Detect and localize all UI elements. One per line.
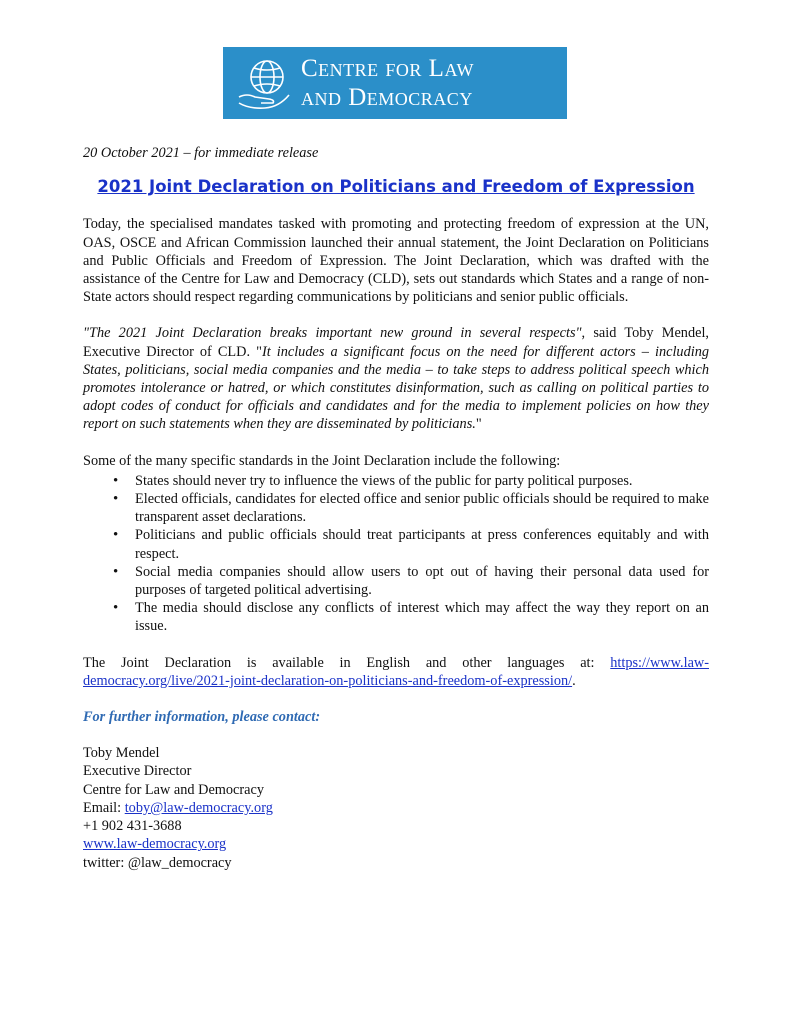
release-title: 2021 Joint Declaration on Politicians and Freedom of Expression xyxy=(97,177,695,197)
list-item: • States should never try to influence the views of the public for party political purposes. xyxy=(135,472,709,490)
list-item: • The media should disclose any conflicts of interest which may affect the way they report on an issue. xyxy=(135,599,709,635)
contact-role: Executive Director xyxy=(83,763,192,780)
quote-attribution: , said Toby Mendel, Executive Director of CLD. " xyxy=(83,325,709,360)
quote-body: It includes a significant focus on the need for different actors – including States, politicians, social media companies and the media – to take steps to address political speech which promotes intolerance or hatred, or which constitutes disinformation, such as calling on political parties to adopt codes of conduct for officials and candidates and for the media to implement policies on how they report on such statements when they are disseminated by politicians. xyxy=(83,343,709,433)
email-link[interactable]: toby@law-democracy.org xyxy=(124,799,273,816)
email-label: Email: xyxy=(83,799,125,816)
logo-wordmark xyxy=(301,56,474,110)
list-item: • Elected officials, candidates for elected office and senior public officials should be required to make transparent asset declarations. xyxy=(135,490,709,526)
list-item: • Politicians and public officials should treat participants at press conferences equitably and with respect. xyxy=(135,526,709,562)
declaration-link[interactable]: https://www.law-democracy.org/live/2021-joint-declaration-on-politicians-and-freedom-of-expression/ xyxy=(83,654,709,689)
paragraph-quote xyxy=(83,324,709,433)
standards-list xyxy=(83,472,709,636)
logo-line-2: and Democracy xyxy=(301,84,473,111)
list-item: • Social media companies should allow users to opt out of having their personal data used for purposes of targeted political advertising. xyxy=(135,563,709,599)
availability-end: . xyxy=(572,672,576,689)
standards-intro: Some of the many specific standards in the Joint Declaration include the following: xyxy=(83,452,561,469)
contact-twitter: twitter: @law_democracy xyxy=(83,854,232,871)
contact-block xyxy=(83,744,709,871)
contact-name: Toby Mendel xyxy=(83,745,160,762)
dateline: 20 October 2021 – for immediate release xyxy=(83,145,319,161)
website-link[interactable]: www.law-democracy.org xyxy=(83,836,227,853)
contact-heading: For further information, please contact: xyxy=(83,709,321,726)
quote-close: " xyxy=(475,416,482,433)
availability-text: The Joint Declaration is available in English and other languages at: xyxy=(83,654,611,671)
logo-line-1: Centre for Law xyxy=(301,55,474,82)
release-body xyxy=(83,144,709,872)
contact-org: Centre for Law and Democracy xyxy=(83,781,265,798)
paragraph-availability xyxy=(83,654,709,690)
cld-logo xyxy=(223,47,567,119)
contact-website-line xyxy=(83,835,709,853)
paragraph-intro: Today, the specialised mandates tasked with promoting and protecting freedom of expression at the UN, OAS, OSCE and African Commission launched their annual statement, the Joint Declaration on Politicians and Public Officials and Freedom of Expression. The Joint Declaration, which was drafted with the assistance of the Centre for Law and Democracy (CLD), sets out standards which States and a range of non-State actors should respect regarding communications by politicians and senior public officials. xyxy=(83,216,709,306)
quote-headline: "The 2021 Joint Declaration breaks important new ground in several respects" xyxy=(83,325,582,342)
contact-email-line xyxy=(83,799,709,817)
contact-phone: +1 902 431-3688 xyxy=(83,818,182,835)
globe-in-hand-icon xyxy=(235,53,293,113)
